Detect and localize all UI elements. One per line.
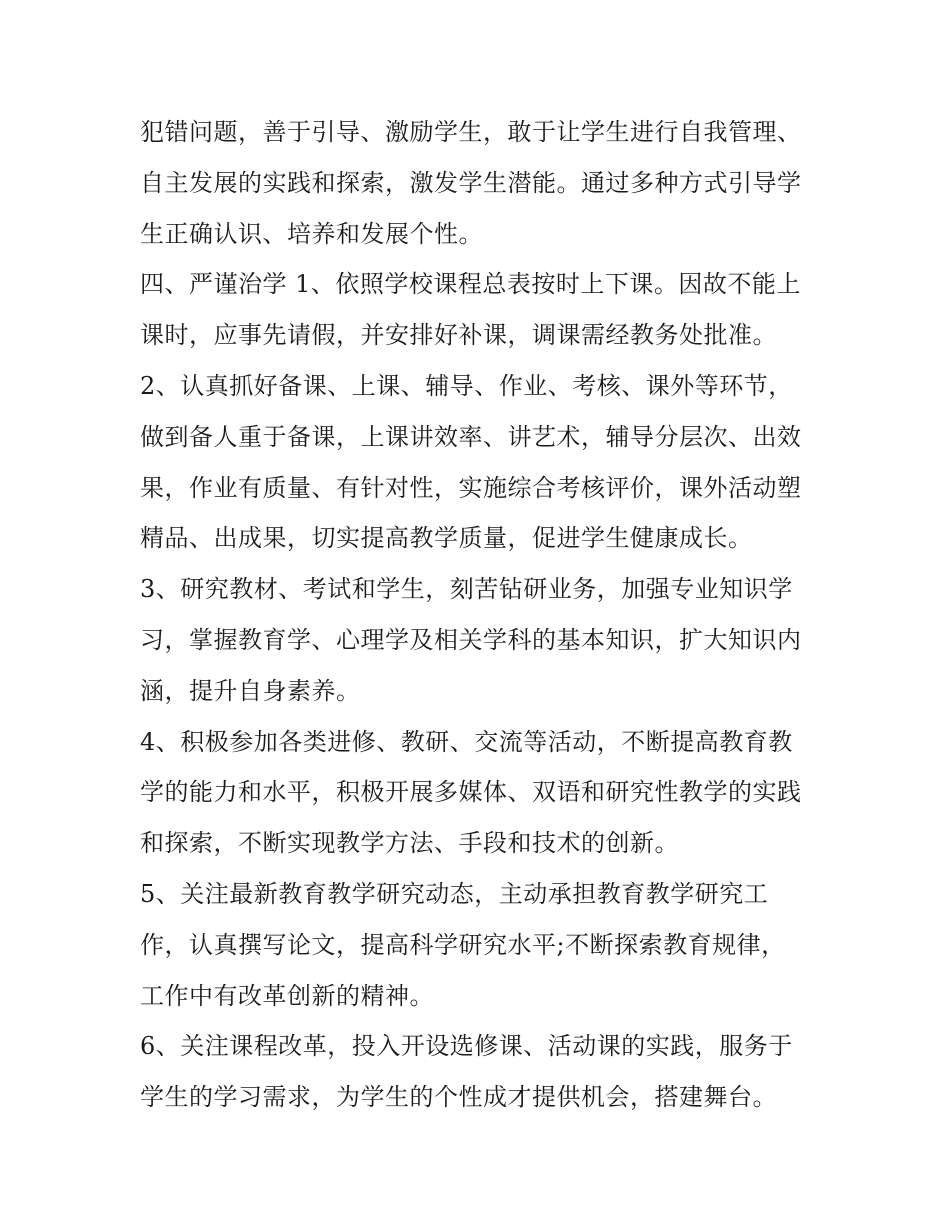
text-line: 2、认真抓好备课、上课、辅导、作业、考核、课外等环节，: [140, 371, 793, 400]
text-line: 4、积极参加各类进修、教研、交流等活动，不断提高教育教: [140, 727, 793, 756]
text-line: 自主发展的实践和探索，激发学生潜能。通过多种方式引导学: [140, 168, 802, 197]
text-line: 生正确认识、培养和发展个性。: [140, 219, 483, 248]
text-line: 做到备人重于备课，上课讲效率、讲艺术，辅导分层次、出效: [140, 422, 802, 451]
text-line: 6、关注课程改革，投入开设选修课、活动课的实践，服务于: [140, 1032, 793, 1061]
text-line: 犯错问题，善于引导、激励学生，敢于让学生进行自我管理、: [140, 118, 802, 146]
text-line: 精品、出成果，切实提高教学质量，促进学生健康成长。: [140, 524, 753, 553]
text-line: 作，认真撰写论文，提高科学研究水平;不断探索教育规律，: [140, 930, 786, 959]
text-line: 涵，提升自身素养。: [140, 676, 361, 705]
text-line: 工作中有改革创新的精神。: [140, 981, 434, 1010]
text-line: 学生的学习需求，为学生的个性成才提供机会，搭建舞台。: [140, 1083, 777, 1112]
text-line: 果，作业有质量、有针对性，实施综合考核评价，课外活动塑: [140, 473, 802, 502]
text-line: 3、研究教材、考试和学生，刻苦钻研业务，加强专业知识学: [140, 575, 793, 604]
text-line: 5、关注最新教育教学研究动态，主动承担教育教学研究工: [140, 879, 769, 908]
document-body: [140, 107, 830, 1123]
text-line: 习，掌握教育学、心理学及相关学科的基本知识，扩大知识内: [140, 625, 802, 654]
text-line: 课时，应事先请假，并安排好补课，调课需经教务处批准。: [140, 321, 777, 350]
text-line: 和探索，不断实现教学方法、手段和技术的创新。: [140, 829, 679, 858]
text-line: 学的能力和水平，积极开展多媒体、双语和研究性教学的实践: [140, 778, 802, 807]
text-line: 四、严谨治学 1、依照学校课程总表按时上下课。因故不能上: [140, 270, 801, 299]
